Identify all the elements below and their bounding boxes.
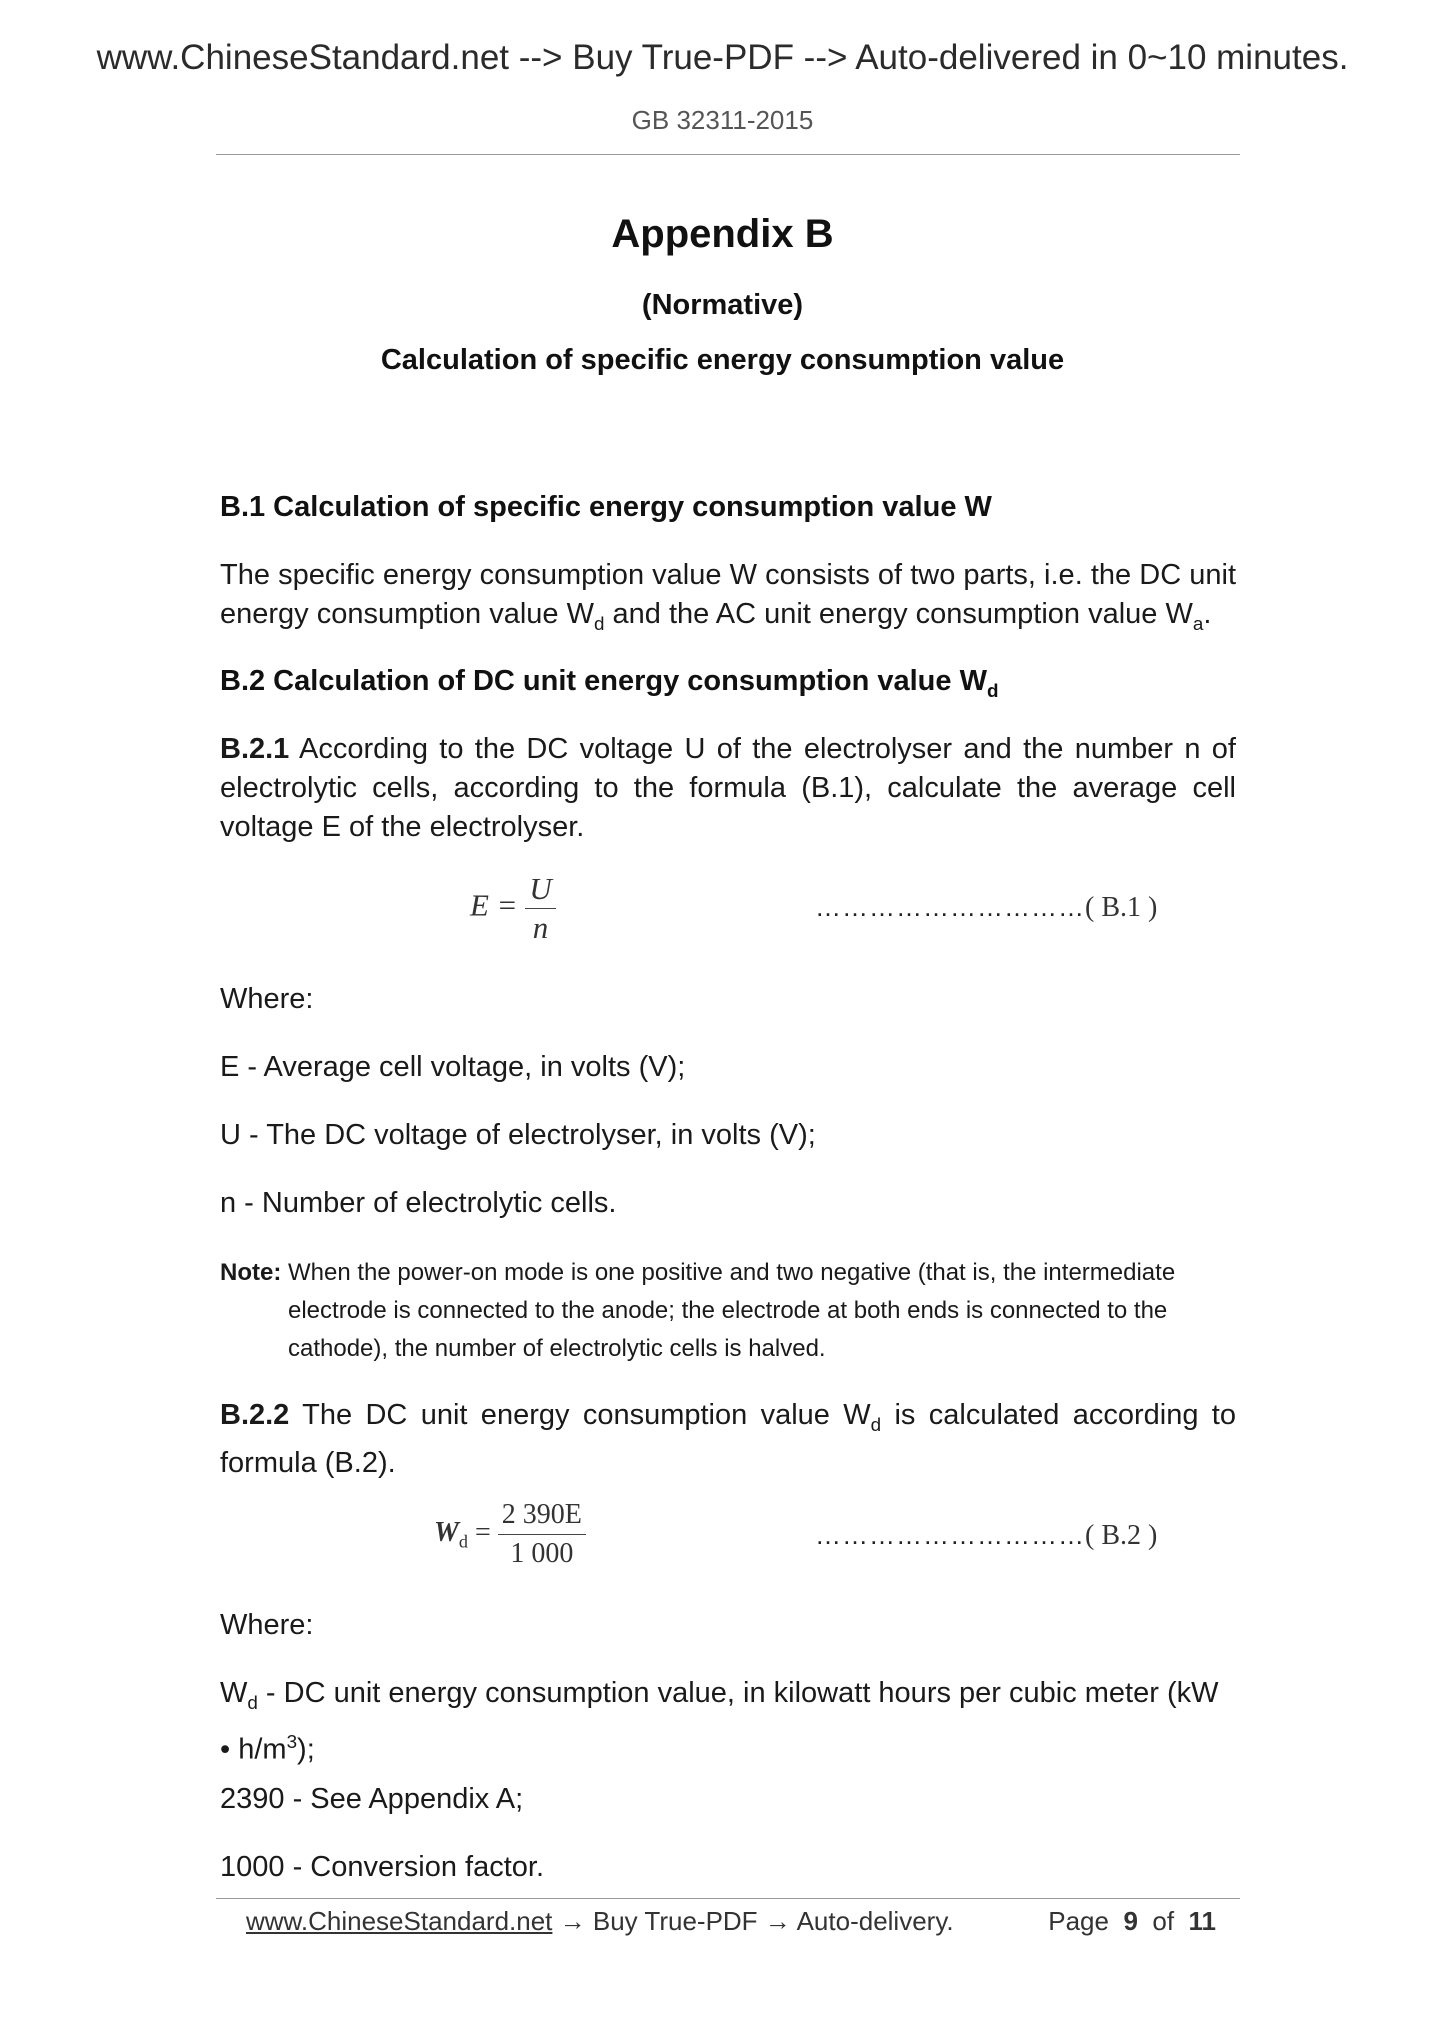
formula-b1-fraction	[525, 872, 555, 945]
appendix-type: (Normative)	[641, 289, 804, 321]
standard-number: GB 32311-2015	[631, 105, 814, 135]
footer-rule	[216, 1898, 1240, 1899]
formula-b1-denominator: n	[532, 910, 549, 945]
where-item-n: n - Number of electrolytic cells.	[220, 1187, 617, 1219]
formula-b1-numerator: U	[525, 872, 555, 909]
section-b2-heading: B.2 Calculation of DC unit energy consumption value $W_d$	[220, 665, 999, 701]
formula-b2: $W_d$ = $\frac{2 390E}{1 000}$	[434, 1498, 586, 1571]
where-label-1: Where:	[220, 983, 314, 1015]
section-b1-heading: B.1 Calculation of specific energy consumption value W	[220, 491, 992, 523]
where-item-u: U - The DC voltage of electrolyser, in volts (V);	[220, 1119, 816, 1151]
formula-b2-fraction	[498, 1498, 586, 1571]
formula-b2-numerator: 2 390E	[498, 1498, 586, 1535]
formula-b2-lhs: W	[434, 1516, 459, 1548]
section-b1-text: The specific energy consumption value W consists of two parts, i.e. the DC unit energy consumption value $W_d$ and the AC unit energy consumption value $W_a$.	[220, 559, 1236, 634]
formula-b2-number: …………………………( B.2 )	[815, 1520, 1158, 1551]
top-banner: www.ChineseStandard.net --> Buy True-PDF --> Auto-delivered in 0~10 minutes.	[96, 38, 1349, 77]
footer-buy: Buy True-PDF	[592, 1906, 758, 1936]
appendix-title: Appendix B	[611, 212, 834, 256]
footer-delivery: Auto-delivery.	[796, 1906, 954, 1936]
formula-b2-denominator: 1 000	[510, 1538, 574, 1569]
header-rule	[216, 154, 1240, 155]
section-b21-text: B.2.1 According to the DC voltage U of the electrolyser and the number n of electrolytic cells, according to the formula (B.1), calculate the average cell voltage E of the electrolyser.	[220, 733, 1236, 843]
appendix-subtitle: Calculation of specific energy consumption value	[380, 344, 1065, 376]
formula-b1-number: …………………………( B.1 )	[815, 892, 1158, 923]
formula-b1	[470, 872, 556, 945]
section-b22-text: B.2.2 The DC unit energy consumption value $W_d$ is calculated according to formula (B.2).	[220, 1399, 1236, 1479]
where-item-e: E - Average cell voltage, in volts (V);	[220, 1051, 686, 1083]
where-item-wd: $W_d$ - DC unit energy consumption value, in kilowatt hours per cubic meter (kW • $h/m^3$);	[220, 1677, 1219, 1766]
where-label-2: Where:	[220, 1609, 314, 1641]
formula-b1-lhs: E =	[470, 887, 518, 923]
note: Note: When the power-on mode is one positive and two negative (that is, the intermediate electrode is connected to the anode; the electrode at both ends is connected to the cathode), the number of electrolytic cells is halved.	[220, 1259, 1176, 1362]
where-item-1000: 1000 - Conversion factor.	[220, 1851, 545, 1883]
footer-site-link[interactable]: www.ChineseStandard.net	[246, 1906, 553, 1936]
where-item-2390: 2390 - See Appendix A;	[220, 1783, 524, 1815]
page-indicator: Page 9 of 11	[1048, 1906, 1216, 1936]
footer: www.ChineseStandard.net → Buy True-PDF → Auto-delivery. Page 9 of 11	[246, 1906, 1216, 1936]
